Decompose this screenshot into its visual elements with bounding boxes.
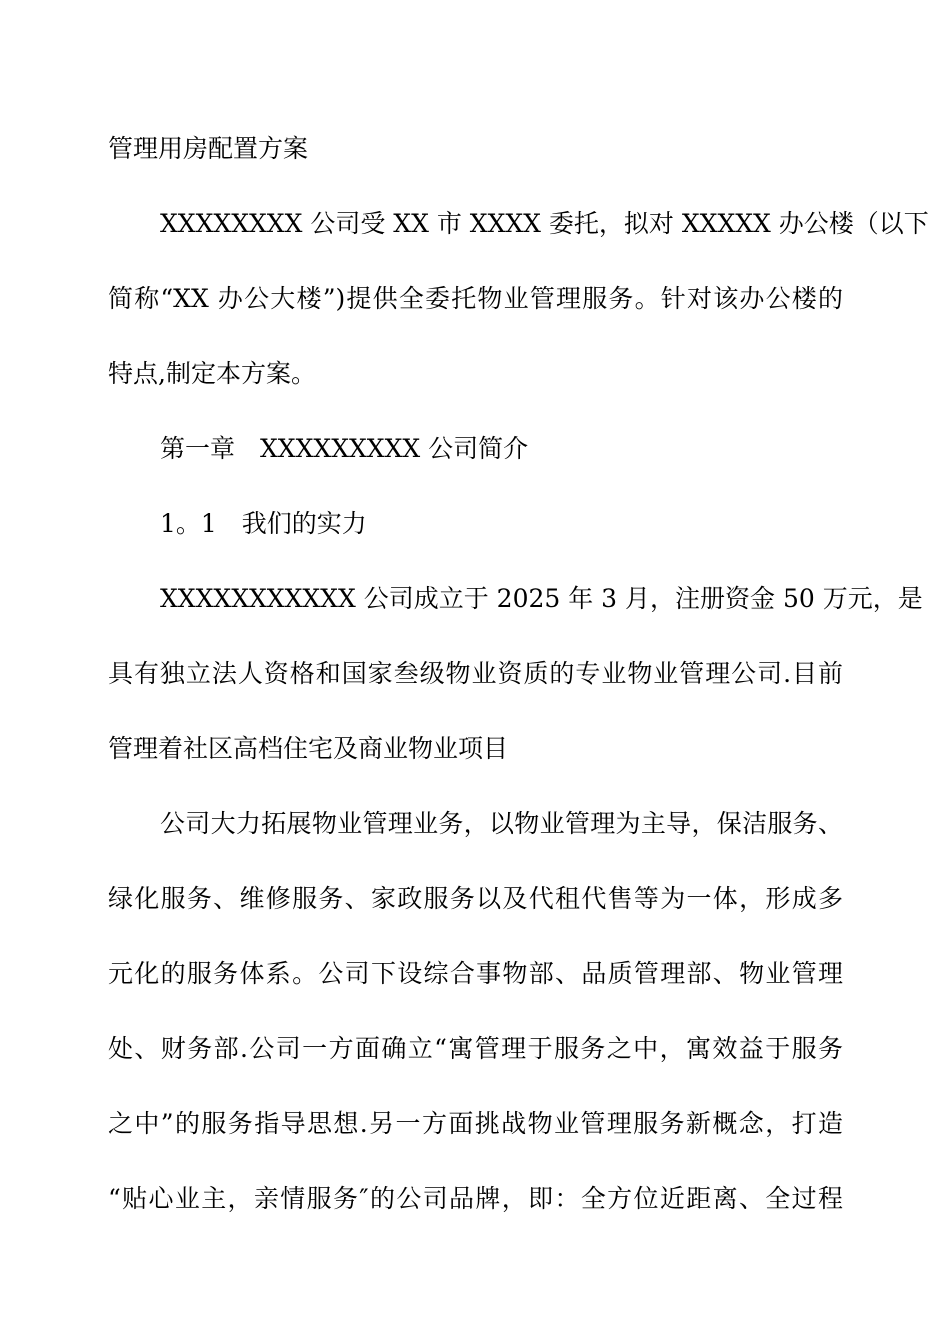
paragraph-line: 绿化服务、维修服务、家政服务以及代租代售等为一体，形成多: [108, 884, 843, 913]
paragraph-line: 管理着社区高档住宅及商业物业项目: [108, 734, 509, 763]
paragraph-line: 具有独立法人资格和国家叁级物业资质的专业物业管理公司.目前: [108, 659, 843, 688]
paragraph-line: 之中”的服务指导思想.另一方面挑战物业管理服务新概念，打造: [108, 1109, 843, 1138]
section-heading: 1。1 我们的实力: [160, 509, 367, 538]
paragraph-line: 特点,制定本方案。: [108, 359, 316, 388]
paragraph-line: 元化的服务体系。公司下设综合事物部、品质管理部、物业管理: [108, 959, 843, 988]
paragraph-line: 公司大力拓展物业管理业务，以物业管理为主导，保洁服务、: [160, 809, 843, 838]
document-title: 管理用房配置方案: [108, 134, 309, 163]
paragraph-line: XXXXXXXX 公司受 XX 市 XXXX 委托，拟对 XXXXX 办公楼（以下: [160, 209, 929, 238]
paragraph-line: XXXXXXXXXXX 公司成立于 2025 年 3 月，注册资金 50 万元，是: [160, 584, 923, 613]
paragraph-line: “贴心业主，亲情服务″的公司品牌，即：全方位近距离、全过程: [108, 1184, 843, 1213]
paragraph-line: 处、财务部.公司一方面确立“寓管理于服务之中，寓效益于服务: [108, 1034, 843, 1063]
chapter-heading: 第一章 XXXXXXXXX 公司简介: [160, 434, 529, 463]
paragraph-line: 简称“XX 办公大楼”)提供全委托物业管理服务。针对该办公楼的: [108, 284, 843, 313]
